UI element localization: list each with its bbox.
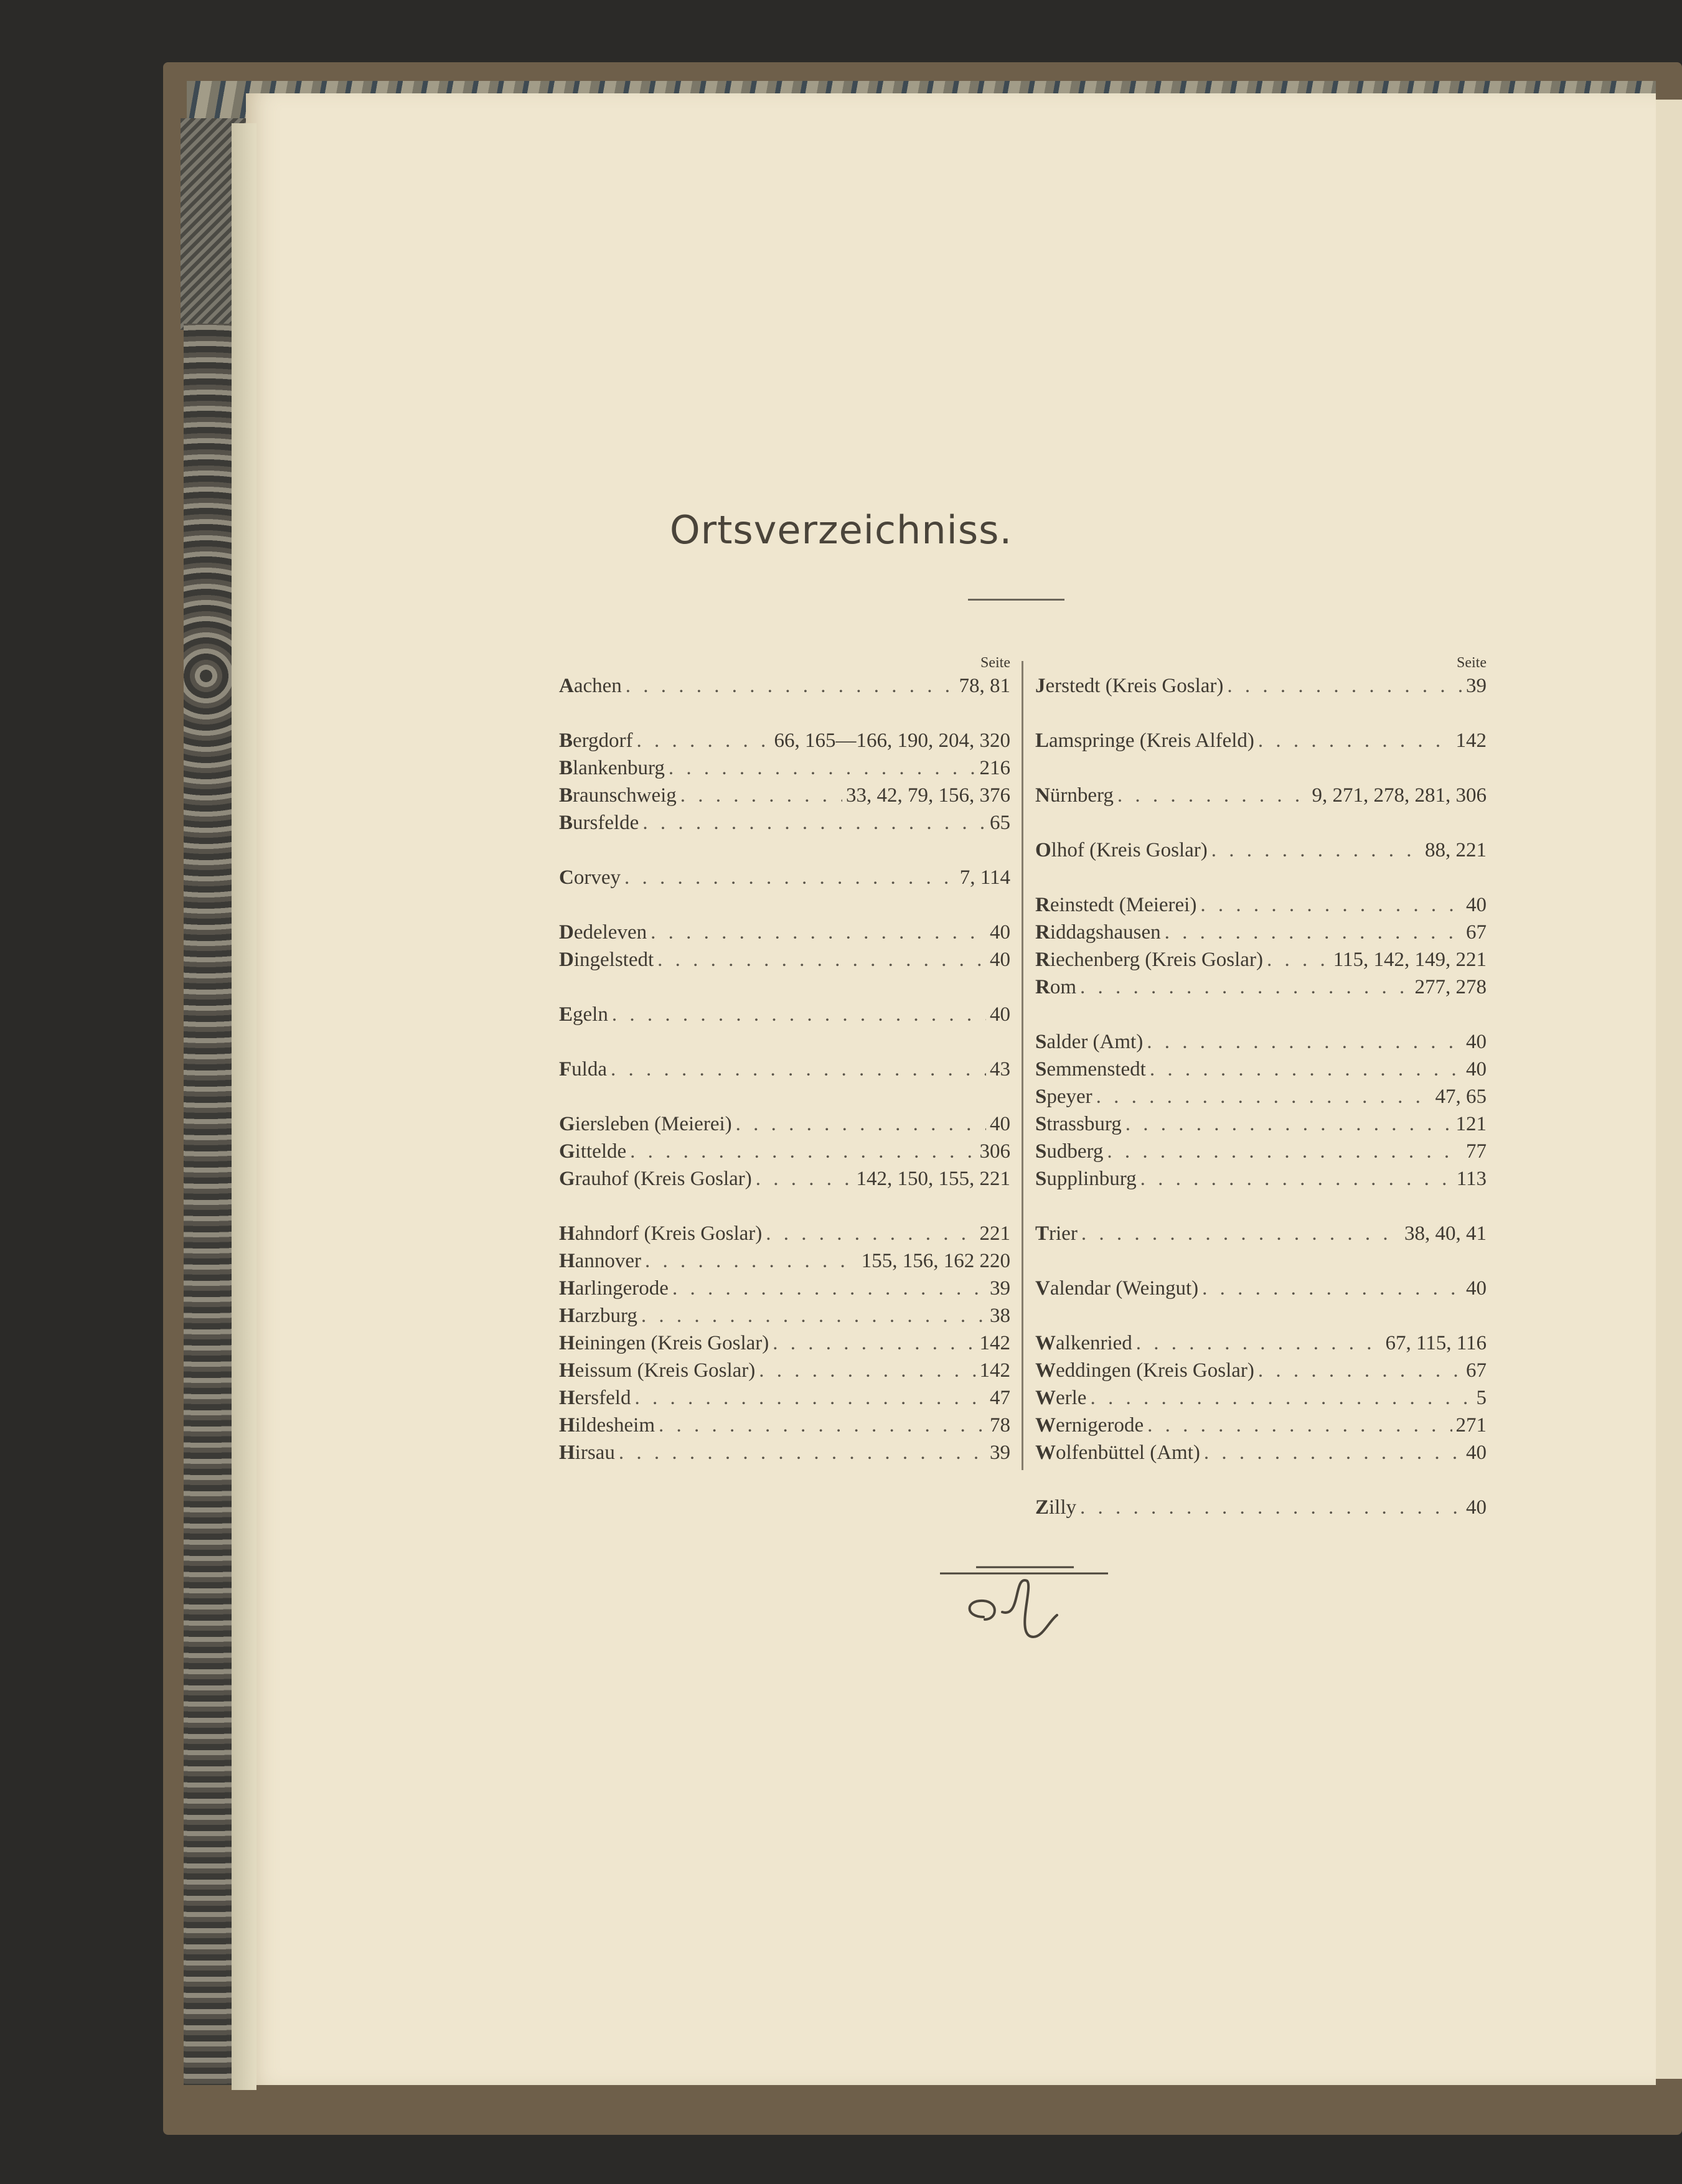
place-name: Salder (Amt) (1035, 1031, 1144, 1053)
place-name: Fulda (559, 1058, 607, 1080)
index-entry (559, 1302, 1010, 1329)
place-name: Giersleben (Meierei) (559, 1113, 732, 1135)
leader-dots (680, 782, 842, 809)
leader-dots (1140, 1165, 1453, 1193)
index-entry (559, 1384, 1010, 1412)
index-entry (1035, 919, 1487, 946)
page-numbers: 67 (1466, 921, 1487, 944)
index-entry (559, 946, 1010, 973)
leader-dots (1258, 727, 1452, 754)
place-name: Jerstedt (Kreis Goslar) (1035, 675, 1224, 697)
index-entry (559, 672, 1010, 700)
place-name: Grauhof (Kreis Goslar) (559, 1168, 752, 1190)
index-entry (1035, 973, 1487, 1001)
page-numbers: 40 (1466, 1277, 1487, 1300)
group-spacer (1035, 864, 1487, 891)
place-name: Blankenburg (559, 757, 665, 779)
page-numbers: 88, 221 (1425, 839, 1487, 861)
place-name: Gittelde (559, 1140, 627, 1163)
index-entry (559, 864, 1010, 891)
page-numbers: 47 (990, 1387, 1010, 1409)
index-entry (559, 1138, 1010, 1165)
page-numbers: 67, 115, 116 (1385, 1332, 1487, 1354)
seite-label: Seite (980, 655, 1010, 671)
page-numbers: 5 (1476, 1387, 1487, 1409)
place-name: Hirsau (559, 1441, 615, 1464)
leader-dots (773, 1329, 975, 1357)
page-numbers: 78, 81 (959, 675, 1010, 697)
page-numbers: 155, 156, 162 220 (861, 1250, 1010, 1272)
leader-dots (759, 1357, 975, 1384)
place-name: Zilly (1035, 1496, 1077, 1519)
page-numbers: 66, 165—166, 190, 204, 320 (774, 729, 1010, 752)
leader-dots (1200, 891, 1462, 919)
index-column-left (559, 654, 1010, 1466)
leader-dots (651, 919, 986, 946)
group-spacer (559, 973, 1010, 1001)
place-name: Harzburg (559, 1305, 637, 1327)
page-numbers: 47, 65 (1435, 1085, 1487, 1108)
place-name: Strassburg (1035, 1113, 1122, 1135)
place-name: Aachen (559, 675, 622, 697)
place-name: Olhof (Kreis Goslar) (1035, 839, 1208, 861)
leader-dots (1080, 1494, 1462, 1521)
group-spacer (1035, 1466, 1487, 1494)
index-entry (1035, 727, 1487, 754)
group-spacer (1035, 700, 1487, 727)
page-numbers: 113 (1456, 1168, 1487, 1190)
leader-dots (619, 1439, 986, 1466)
leader-dots (1267, 946, 1330, 973)
leader-dots (1090, 1384, 1472, 1412)
group-spacer (1035, 1001, 1487, 1028)
page-numbers: 7, 114 (959, 866, 1010, 889)
place-name: Heissum (Kreis Goslar) (559, 1359, 756, 1382)
leader-dots (1081, 1220, 1401, 1247)
page-numbers: 40 (1466, 1441, 1487, 1464)
group-spacer (1035, 1302, 1487, 1329)
leader-dots (1147, 1412, 1452, 1439)
index-entry (1035, 1165, 1487, 1193)
group-spacer (559, 700, 1010, 727)
leader-dots (624, 864, 956, 891)
page-numbers: 277, 278 (1414, 976, 1487, 998)
page-numbers: 142, 150, 155, 221 (856, 1168, 1010, 1190)
page-numbers: 65 (990, 812, 1010, 834)
place-name: Braunschweig (559, 784, 677, 807)
leader-dots (1150, 1056, 1462, 1083)
leader-dots (1147, 1028, 1462, 1056)
ornament-icon (940, 1562, 1108, 1649)
place-name: Lamspringe (Kreis Alfeld) (1035, 729, 1254, 752)
index-entry (1035, 1439, 1487, 1466)
page-numbers: 40 (1466, 1496, 1487, 1519)
index-entry (559, 1220, 1010, 1247)
leader-dots (1258, 1357, 1462, 1384)
index-entry (559, 1001, 1010, 1028)
index-entry (1035, 672, 1487, 700)
place-name: Bergdorf (559, 729, 633, 752)
leader-dots (1202, 1275, 1462, 1302)
place-name: Riechenberg (Kreis Goslar) (1035, 949, 1263, 971)
index-entry (1035, 1220, 1487, 1247)
place-name: Nürnberg (1035, 784, 1114, 807)
index-entry (1035, 1275, 1487, 1302)
index-entry (559, 754, 1010, 782)
place-name: Rom (1035, 976, 1077, 998)
index-entry (1035, 782, 1487, 809)
page-numbers: 43 (990, 1058, 1010, 1080)
index-entry (1035, 1329, 1487, 1357)
place-name: Wernigerode (1035, 1414, 1144, 1436)
group-spacer (559, 1083, 1010, 1110)
leader-dots (1136, 1329, 1382, 1357)
page-numbers: 306 (979, 1140, 1010, 1163)
index-entry (559, 782, 1010, 809)
leader-dots (630, 1138, 975, 1165)
entry-list-right (1035, 672, 1487, 1521)
leader-dots (657, 946, 986, 973)
leader-dots (634, 1384, 986, 1412)
leader-dots (642, 809, 986, 837)
page-title: Ortsverzeichniss. (669, 507, 1013, 553)
page-numbers: 33, 42, 79, 156, 376 (846, 784, 1010, 807)
place-name: Hannover (559, 1250, 641, 1272)
index-entry (559, 809, 1010, 837)
index-entry (559, 1412, 1010, 1439)
index-entry (1035, 1357, 1487, 1384)
page-numbers: 121 (1455, 1113, 1487, 1135)
index-entry (1035, 1056, 1487, 1083)
leader-dots (641, 1302, 986, 1329)
group-spacer (1035, 809, 1487, 837)
leader-dots (612, 1001, 986, 1028)
leader-dots (1117, 782, 1308, 809)
page-numbers: 40 (990, 921, 1010, 944)
page-numbers: 9, 271, 278, 281, 306 (1312, 784, 1487, 807)
index-entry (1035, 1083, 1487, 1110)
page-numbers: 216 (979, 757, 1010, 779)
index-entry (559, 1165, 1010, 1193)
leader-dots (1096, 1083, 1432, 1110)
index-entry (559, 1357, 1010, 1384)
index-entry (1035, 946, 1487, 973)
page-numbers: 38, 40, 41 (1404, 1222, 1487, 1245)
place-name: Harlingerode (559, 1277, 669, 1300)
leader-dots (1080, 973, 1411, 1001)
index-entry (1035, 1028, 1487, 1056)
leader-dots (669, 754, 976, 782)
leader-dots (672, 1275, 986, 1302)
page-numbers: 40 (1466, 1031, 1487, 1053)
page-numbers: 38 (990, 1305, 1010, 1327)
index-entry (559, 1247, 1010, 1275)
leader-dots (1165, 919, 1462, 946)
place-name: Speyer (1035, 1085, 1092, 1108)
index-entry (559, 1110, 1010, 1138)
index-entry (1035, 837, 1487, 864)
group-spacer (1035, 1193, 1487, 1220)
column-divider (1022, 661, 1023, 1470)
next-page-edge (1653, 100, 1682, 2079)
index-entry (1035, 1384, 1487, 1412)
page-stack-edge (232, 123, 256, 2090)
entry-list-left (559, 672, 1010, 1466)
leader-dots (766, 1220, 975, 1247)
page-numbers: 142 (979, 1332, 1010, 1354)
leader-dots (1227, 672, 1462, 700)
leader-dots (736, 1110, 986, 1138)
place-name: Reinstedt (Meierei) (1035, 894, 1197, 916)
place-name: Hersfeld (559, 1387, 631, 1409)
leader-dots (1107, 1138, 1462, 1165)
place-name: Corvey (559, 866, 621, 889)
page-numbers: 39 (990, 1277, 1010, 1300)
index-entry (1035, 1138, 1487, 1165)
leader-dots (756, 1165, 853, 1193)
place-name: Semmenstedt (1035, 1058, 1146, 1080)
place-name: Egeln (559, 1003, 608, 1026)
group-spacer (559, 1193, 1010, 1220)
page-numbers: 221 (979, 1222, 1010, 1245)
index-entry (1035, 1110, 1487, 1138)
place-name: Hahndorf (Kreis Goslar) (559, 1222, 763, 1245)
page-numbers: 40 (990, 1003, 1010, 1026)
index-entry (559, 1439, 1010, 1466)
place-name: Sudberg (1035, 1140, 1104, 1163)
page-numbers: 39 (990, 1441, 1010, 1464)
leader-dots (1125, 1110, 1452, 1138)
page-numbers: 67 (1466, 1359, 1487, 1382)
index-entry (559, 1275, 1010, 1302)
place-name: Walkenried (1035, 1332, 1132, 1354)
leader-dots (611, 1056, 986, 1083)
page-numbers: 142 (1455, 729, 1487, 752)
index-column-right (1035, 654, 1487, 1521)
title-rule (968, 599, 1064, 601)
place-name: Heiningen (Kreis Goslar) (559, 1332, 769, 1354)
index-entry (559, 1329, 1010, 1357)
place-name: Bursfelde (559, 812, 639, 834)
page-numbers: 40 (990, 1113, 1010, 1135)
group-spacer (559, 891, 1010, 919)
index-entry (1035, 1494, 1487, 1521)
page-numbers: 40 (1466, 1058, 1487, 1080)
place-name: Hildesheim (559, 1414, 655, 1436)
group-spacer (1035, 1247, 1487, 1275)
place-name: Supplinburg (1035, 1168, 1137, 1190)
place-name: Trier (1035, 1222, 1078, 1245)
leader-dots (626, 672, 956, 700)
page-numbers: 40 (1466, 894, 1487, 916)
group-spacer (1035, 754, 1487, 782)
leader-dots (1211, 837, 1421, 864)
leader-dots (1204, 1439, 1462, 1466)
page-numbers: 115, 142, 149, 221 (1333, 949, 1487, 971)
group-spacer (559, 1028, 1010, 1056)
page-numbers: 142 (979, 1359, 1010, 1382)
place-name: Weddingen (Kreis Goslar) (1035, 1359, 1254, 1382)
leader-dots (645, 1247, 858, 1275)
place-name: Dedeleven (559, 921, 647, 944)
place-name: Riddagshausen (1035, 921, 1161, 944)
page-numbers: 39 (1466, 675, 1487, 697)
place-name: Wolfenbüttel (Amt) (1035, 1441, 1200, 1464)
leader-dots (637, 727, 771, 754)
index-entry (1035, 891, 1487, 919)
page-numbers: 77 (1466, 1140, 1487, 1163)
place-name: Valendar (Weingut) (1035, 1277, 1199, 1300)
place-name: Werle (1035, 1387, 1087, 1409)
index-entry (559, 727, 1010, 754)
index-entry (559, 919, 1010, 946)
place-name: Dingelstedt (559, 949, 654, 971)
index-entry (1035, 1412, 1487, 1439)
group-spacer (559, 837, 1010, 864)
page-numbers: 271 (1455, 1414, 1487, 1436)
page-numbers: 78 (990, 1414, 1010, 1436)
index-entry (559, 1056, 1010, 1083)
page-numbers: 40 (990, 949, 1010, 971)
leader-dots (659, 1412, 986, 1439)
seite-label: Seite (1457, 655, 1487, 671)
